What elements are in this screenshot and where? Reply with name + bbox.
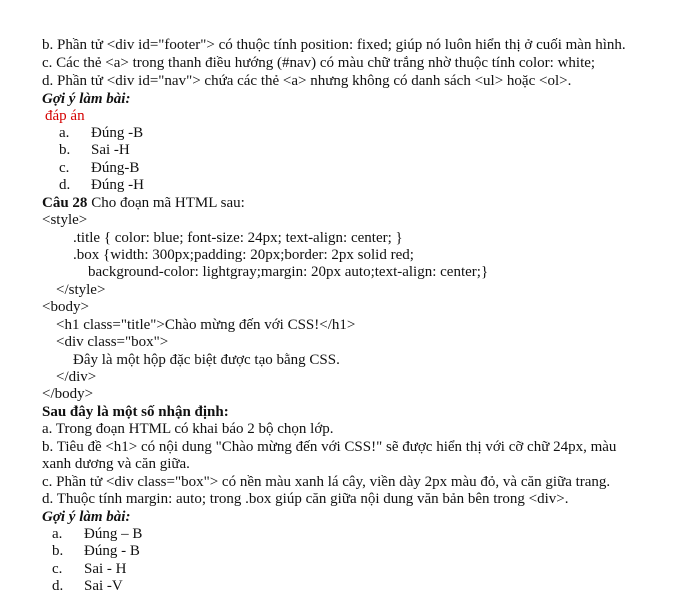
q28-statement-b: b. Tiêu đề <h1> có nội dung "Chào mừng đến với CSS!" sẽ được hiển thị với cỡ chữ 24px, màu xyxy=(42,439,617,455)
q27-answer-text: Đúng-B xyxy=(91,160,140,176)
q27-answer-letter: a. xyxy=(59,125,70,141)
code-line-div-text: Đây là một hộp đặc biệt được tạo bằng CSS. xyxy=(73,352,340,368)
q28-answer-letter: b. xyxy=(52,543,64,559)
q28-hint-heading: Gợi ý làm bài: xyxy=(42,509,131,525)
code-line-style-open: <style> xyxy=(42,212,88,228)
q27-answer-letter: d. xyxy=(59,177,71,193)
q27-answer-text: Sai -H xyxy=(91,142,130,158)
q27-statement-c: c. Các thẻ <a> trong thanh điều hướng (#nav) có màu chữ trắng nhờ thuộc tính color: white; xyxy=(42,55,596,71)
code-line-box-rule-1: .box {width: 300px;padding: 20px;border: 2px solid red; xyxy=(73,247,414,263)
code-line-body-close: </body> xyxy=(42,386,94,402)
q28-answer-text: Đúng – B xyxy=(84,526,143,542)
code-line-div-close: </div> xyxy=(56,369,97,385)
q27-answer-label: đáp án xyxy=(45,108,85,124)
q28-answer-text: Sai -V xyxy=(84,578,123,594)
q28-answer-letter: c. xyxy=(52,561,63,577)
q28-statements-heading: Sau đây là một số nhận định: xyxy=(42,404,229,420)
q28-answer-text: Đúng - B xyxy=(84,543,140,559)
code-line-h1: <h1 class="title">Chào mừng đến với CSS!</h1> xyxy=(56,317,356,333)
code-line-title-rule: .title { color: blue; font-size: 24px; text-align: center; } xyxy=(73,230,403,246)
code-line-body-open: <body> xyxy=(42,299,89,315)
q27-answer-letter: c. xyxy=(59,160,70,176)
q28-prompt: Cho đoạn mã HTML sau: xyxy=(91,195,245,211)
code-line-style-close: </style> xyxy=(56,282,106,298)
q27-answer-text: Đúng -H xyxy=(91,177,144,193)
q27-hint-heading: Gợi ý làm bài: xyxy=(42,91,131,107)
q28-statement-a: a. Trong đoạn HTML có khai báo 2 bộ chọn lớp. xyxy=(42,421,334,437)
q27-answer-letter: b. xyxy=(59,142,71,158)
code-line-box-rule-2: background-color: lightgray;margin: 20px auto;text-align: center;} xyxy=(88,264,489,280)
q28-statement-b-cont: xanh dương và căn giữa. xyxy=(42,456,190,472)
q28-answer-letter: d. xyxy=(52,578,64,594)
code-line-div-open: <div class="box"> xyxy=(56,334,169,350)
q28-statement-d: d. Thuộc tính margin: auto; trong .box giúp căn giữa nội dung văn bản bên trong <div>. xyxy=(42,491,569,507)
q28-statement-c: c. Phần tử <div class="box"> có nền màu xanh lá cây, viền dày 2px màu đỏ, và căn giữa trang. xyxy=(42,474,611,490)
q28-answer-text: Sai - H xyxy=(84,561,127,577)
q27-statement-b: b. Phần tử <div id="footer"> có thuộc tính position: fixed; giúp nó luôn hiển thị ở cuối màn hình. xyxy=(42,37,626,53)
q28-header xyxy=(42,195,245,212)
q27-answer-text: Đúng -B xyxy=(91,125,144,141)
q27-statement-d: d. Phần tử <div id="nav"> chứa các thẻ <a> nhưng không có danh sách <ul> hoặc <ol>. xyxy=(42,73,572,89)
q28-number: Câu 28 xyxy=(42,195,88,211)
q28-answer-letter: a. xyxy=(52,526,63,542)
